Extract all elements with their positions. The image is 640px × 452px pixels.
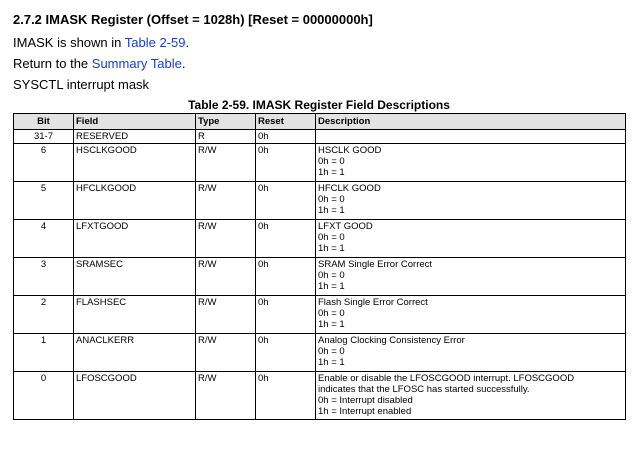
type-cell: R/W <box>196 258 256 296</box>
column-header-type: Type <box>196 114 256 130</box>
intro-prefix: IMASK is shown in <box>13 35 125 50</box>
bit-cell: 3 <box>14 258 74 296</box>
field-cell: HSCLKGOOD <box>74 144 196 182</box>
bit-cell: 5 <box>14 182 74 220</box>
bit-cell: 2 <box>14 296 74 334</box>
description-line: LFXT GOOD <box>318 221 373 232</box>
type-cell: R/W <box>196 372 256 420</box>
column-header-reset: Reset <box>256 114 316 130</box>
type-cell: R/W <box>196 182 256 220</box>
reset-cell: 0h <box>256 182 316 220</box>
register-summary: SYSCTL interrupt mask <box>13 77 150 92</box>
intro-suffix: . <box>185 35 190 50</box>
description-cell <box>316 144 626 182</box>
table-header-row <box>14 114 626 130</box>
description-cell <box>316 258 626 296</box>
table-row <box>14 296 626 334</box>
type-cell: R <box>196 130 256 144</box>
section-heading: 2.7.2 IMASK Register (Offset = 1028h) [Reset = 00000000h] <box>13 12 373 27</box>
description-line: 1h = 1 <box>318 281 345 292</box>
return-suffix: . <box>181 56 186 71</box>
intro-paragraph <box>13 35 189 50</box>
table-row <box>14 182 626 220</box>
description-cell <box>316 296 626 334</box>
reset-cell: 0h <box>256 144 316 182</box>
reset-cell: 0h <box>256 220 316 258</box>
table-row <box>14 220 626 258</box>
reset-cell: 0h <box>256 372 316 420</box>
reset-cell: 0h <box>256 334 316 372</box>
description-line: HSCLK GOOD <box>318 145 382 156</box>
bit-cell: 31-7 <box>14 130 74 144</box>
description-line: 1h = 1 <box>318 243 345 254</box>
description-line: HFCLK GOOD <box>318 183 381 194</box>
reset-cell: 0h <box>256 258 316 296</box>
register-field-table <box>13 113 626 420</box>
description-line: 0h = 0 <box>318 156 345 167</box>
field-cell: LFXTGOOD <box>74 220 196 258</box>
table-row <box>14 372 626 420</box>
return-paragraph <box>13 56 185 71</box>
column-header-description: Description <box>316 114 626 130</box>
bit-cell: 6 <box>14 144 74 182</box>
field-cell: HFCLKGOOD <box>74 182 196 220</box>
description-line: 1h = 1 <box>318 357 345 368</box>
description-line: 0h = Interrupt disabled <box>318 395 413 406</box>
description-line: Enable or disable the LFOSCGOOD interrupt. LFOSCGOOD <box>318 373 575 384</box>
description-line: indicates that the LFOSC has started successfully. <box>318 384 530 395</box>
description-line: 1h = 1 <box>318 205 345 216</box>
field-cell: ANACLKERR <box>74 334 196 372</box>
description-line: 1h = Interrupt enabled <box>318 406 412 417</box>
field-cell: SRAMSEC <box>74 258 196 296</box>
description-cell <box>316 182 626 220</box>
description-line: 1h = 1 <box>318 319 345 330</box>
description-line: SRAM Single Error Correct <box>318 259 433 270</box>
table-link[interactable]: Table 2-59 <box>124 35 186 50</box>
description-line: Analog Clocking Consistency Error <box>318 335 465 346</box>
table-row <box>14 258 626 296</box>
bit-cell: 1 <box>14 334 74 372</box>
description-cell <box>316 130 626 144</box>
description-line: 0h = 0 <box>318 232 345 243</box>
description-cell <box>316 220 626 258</box>
type-cell: R/W <box>196 144 256 182</box>
bit-cell: 0 <box>14 372 74 420</box>
column-header-bit: Bit <box>14 114 74 130</box>
summary-table-link[interactable]: Summary Table <box>91 56 182 71</box>
column-header-field: Field <box>74 114 196 130</box>
reset-cell: 0h <box>256 130 316 144</box>
table-caption: Table 2-59. IMASK Register Field Descriptions <box>188 98 450 112</box>
return-prefix: Return to the <box>13 56 92 71</box>
description-line: 0h = 0 <box>318 270 345 281</box>
type-cell: R/W <box>196 220 256 258</box>
description-line: 0h = 0 <box>318 308 345 319</box>
description-line: Flash Single Error Correct <box>318 297 428 308</box>
table-row <box>14 144 626 182</box>
description-cell <box>316 334 626 372</box>
bit-cell: 4 <box>14 220 74 258</box>
field-cell: LFOSCGOOD <box>74 372 196 420</box>
field-cell: FLASHSEC <box>74 296 196 334</box>
table-row <box>14 334 626 372</box>
type-cell: R/W <box>196 296 256 334</box>
description-line: 0h = 0 <box>318 194 345 205</box>
reset-cell: 0h <box>256 296 316 334</box>
field-cell: RESERVED <box>74 130 196 144</box>
table-row <box>14 130 626 144</box>
type-cell: R/W <box>196 334 256 372</box>
description-line: 1h = 1 <box>318 167 345 178</box>
description-cell <box>316 372 626 420</box>
description-line: 0h = 0 <box>318 346 345 357</box>
